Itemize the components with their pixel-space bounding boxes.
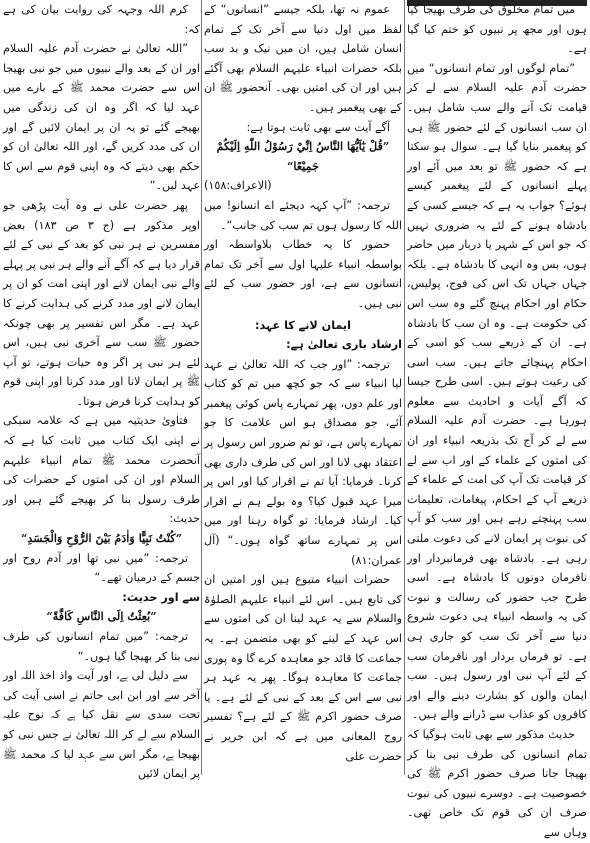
right-column — [407, 0, 587, 839]
paragraph: ترجمہ: ”آپ کہہ دیجئے اے انسانو! میں اللہ کا رسول ہوں تم سب کی جانب“۔ — [204, 198, 402, 232]
paragraph: ”تمام لوگوں اور تمام انسانوں“ میں حضرت آدم علیہ السلام سے لے کر قیامت تک آنے والے سب شامل ہیں۔ ان سب انسانوں کے لئے حضور ﷺ ہی کو پیغمبر بنایا گیا ہے۔ سوال ہو سکتا ہے کہ حضور ﷺ تو بعد میں آئے اور پہلے انسانوں کے لئے پیغمبر کیسے ہوئے؟ جواب یہ ہے کہ جیسے کسی کے بادشاہ ہونے کے لئے یہ ضروری نہیں کہ جو اس کے شہر یا دربار میں حاضر ہوں، بس وہ انہی کا بادشاہ ہے۔ بلکہ جہاں جہاں تک اس کی فوج، پولیس، حکام اور احکام پہنچ گئے وہ سب اس کی حکومت ہے۔ وہ ان سب کا بادشاہ ہے۔ ان کے ذریعے سب کو اسی کے احکام پہنچائے جاتے ہیں۔ سب اسی کی رعیت ہوتے ہیں۔ اسی طرح جیسا کہ آگے آیات و احادیث سے معلوم ہورہا ہے۔ حضرت آدم علیہ السلام سے لے کر آج تک بذریعہ انبیاء اور ان کی امتوں کے علماء کے اور اب سے لے کر قیامت تک آپ کی امت کے علماء کے ذریعے آپ کے احکام، پیغامات، تعلیمات سب پہنچتے رہے ہیں اور سب کو آپ کی نبوت پر ایمان لانے کی دعوت ملتی رہی ہے۔ بادشاہ بھی فرمانبردار اور نافرمان دونوں کا بادشاہ ہے۔ اسی طرح جب حضور کی رسالت و نبوت کی یہ واسطہ انبیاء ہی دعوت شروع دنیا سے آخر تک سب کو جاری ہی ہے۔ تو فرماں بردار اور نافرمان سب کے لئے آپ نبی اور رسول ہیں۔ سب ایمان والوں کو بشارت دینے والے اور کافروں کو عذاب سے ڈرانے والے ہیں۔ — [407, 61, 587, 722]
subheading: سے اور حدیث: — [122, 590, 200, 604]
paragraph: ”اللہ تعالیٰ نے حضرت آدم علیہ السلام اور ان کے بعد والے نبیوں میں جو نبی بھیجا اس سے حضرت محمد ﷺ کے بارے میں عہد لیا کہ اگر وہ ان کی زندگی میں بھیجے گئے تو یہ ان پر ایمان لائیں گے اور ان کی مدد کریں گے، اور اللہ تعالیٰ ان کو حکم بھی دیتے کہ وہ اپنی قوم سے اس کا عہد لیں۔“ — [3, 42, 200, 193]
paragraph: آگے آیت سے بھی ثابت ہوتا ہے: — [246, 120, 390, 134]
paragraph: حضرات انبیاء متبوع ہیں اور امتیں ان کی تابع ہیں۔ اس لئے انبیاء علیہم الصلوٰۃ والسلام سے یہ عہد لینا ان کی امتوں سے اس عہد کے لینے کو بھی متضمن ہے۔ یہ جماعت کا قائد جو معاہدہ کرے گا وہ پوری جماعت کا معاہدہ ہوگا۔ پھر یہ عہد ہر نبی سے اس کے بعد کے نبی کے لئے ہے۔ یا صرف حضور اکرم ﷺ کے لئے ہے؟ تفسیر روح المعانی میں ہے کہ ابن جریر نے حضرت علی — [204, 573, 402, 763]
paragraph: ترجمہ: ”میں تمام انسانوں کی طرف نبی بنا کر بھیجا گیا ہوں۔“ — [3, 630, 200, 663]
paragraph: ترجمہ: ”میں نبی تھا اور آدم روح اور جسم کے درمیان تھے۔“ — [3, 551, 200, 585]
paragraph: میں تمام مخلوق کی طرف بھیجا گیا ہوں اور مجھ پر نبیوں کو ختم کیا گیا ہے۔ — [407, 3, 587, 56]
arabic-quote: ”قُلْ يٰٓاَيُّهَا النَّاسُ اِنِّيْ رَسُوْلُ اللّٰهِ اِلَيْكُمْ جَمِيْعًا“ — [216, 139, 390, 173]
paragraph: ترجمہ: ”اور جب کہ اللہ تعالیٰ نے عہد لیا انبیاء سے کہ جو کچھ میں تم کو کتاب اور علم دوں، پھر تمہارے پاس کوئی پیغمبر آئے، جو مصداق ہو اس علامت کا جو تمہارے پاس ہے، تو تم ضرور اس رسول پر اعتقاد بھی لانا اور اس کی طرف داری بھی کرنا۔ فرمایا: آیا تم نے اقرار کیا اور اس پر میرا عہد قبول کیا؟ وہ بولے ہم نے اقرار کیا۔ ارشاد فرمایا: تو گواہ رہنا اور میں اس پر تمہارے ساتھ گواہ ہوں۔“ (آل عمران:٨١) — [203, 357, 402, 567]
subheading: ارشاد باری تعالیٰ ہے: — [286, 338, 402, 352]
column-divider — [201, 0, 202, 775]
verse-reference: (الاعراف:١٥٨) — [204, 179, 272, 193]
paragraph: عموم نہ تھا، بلکہ جیسے ”انسانوں“ کے لفظ میں اول دنیا سے آخر تک کے تمام انسان شامل ہیں، ان میں نیک و بد سب بلکہ حضرات انبیاء علیہم السلام بھی آگئے ہیں اور ان کی امتیں بھی۔ آنحضور ﷺ ان کے بھی پیغمبر ہیں۔ — [204, 3, 402, 114]
section-heading: ایمان لانے کا عہد: — [255, 318, 351, 332]
arabic-quote: ”كُنْتُ نَبِيًّا وَاٰدَمُ بَيْنَ الرُّوْحِ وَالْجَسَدِ“ — [20, 531, 183, 546]
paragraph: فتاویٰ حدیثیہ میں ہے کہ علامہ سبکی نے اپنی ایک کتاب میں ثابت کیا ہے کہ آنحضرت محمد ﷺ تمام انبیاء علیہم السلام اور ان کی امتوں کے حضرات کی طرف رسول بنا کر بھیجے گئے ہیں اور حدیث: — [3, 414, 200, 526]
paragraph: حدیث مذکور سے بھی ثابت ہوگیا کہ تمام انسانوں کی طرف نبی بنا کر بھیجا جانا صرف حضور اکرم ﷺ کی خصوصیت ہے۔ دوسرے نبیوں کی نبوت صرف ان کی قوم تک خاص تھی۔ وہاں سے — [407, 727, 587, 839]
paragraph: حضور کا یہ خطاب بلاواسطہ اور بواسطہ انبیاء علیہا اول سے آخر تک تمام انسانوں سے ہے، اور حضور سب کے لئے نبی ہیں۔ — [204, 238, 402, 310]
paragraph: پھر حضرت علی نے وہ آیت پڑھی جو اوپر مذکور ہے (ج ٣ ص ١٨٣) بعض مفسرین نے ہر نبی کو بعد کے نبی کے لئے قرار دیا ہے کہ آگے آنے والے ہر نبی پر پہلے والے نبی ایمان لانے اور اپنی امت کو ان پر ایمان لانے اور مدد کرنے کی ہدایت کرنے کا عہد ہے۔ مگر اس تفسیر پر بھی چونکہ حضور ﷺ سب سے آخری نبی ہیں، اس لئے ہر نبی پر اگر وہ حیات ہوتے، تو آپ ﷺ پر ایمان لانا اور مدد کرنا اور اپنی قوم کو ہدایت کرنا فرض ہوتا۔ — [3, 198, 200, 408]
paragraph: کرم اللہ وجہہ کی روایت بیان کی ہے کہ: — [3, 3, 200, 36]
left-column — [3, 0, 200, 781]
arabic-quote: ”بُعِثْتُ اِلَى النَّاسِ كَافَّةً“ — [46, 609, 157, 624]
middle-column — [204, 0, 402, 775]
paragraph: سے دلیل لی ہے، اور آیت واذ اخذ اللہ اور آخر سے اور ابن ابی حاتم نے اسی آیت کی تحت سدی سے نقل کیا ہے کہ نوح علیہ السلام سے لے کر اللہ تعالیٰ نے جس نبی کو بھیجا ہے، مگر اس سے عہد لیا کہ محمد ﷺ پر ایمان لائیں — [3, 669, 200, 781]
column-divider — [404, 0, 405, 775]
